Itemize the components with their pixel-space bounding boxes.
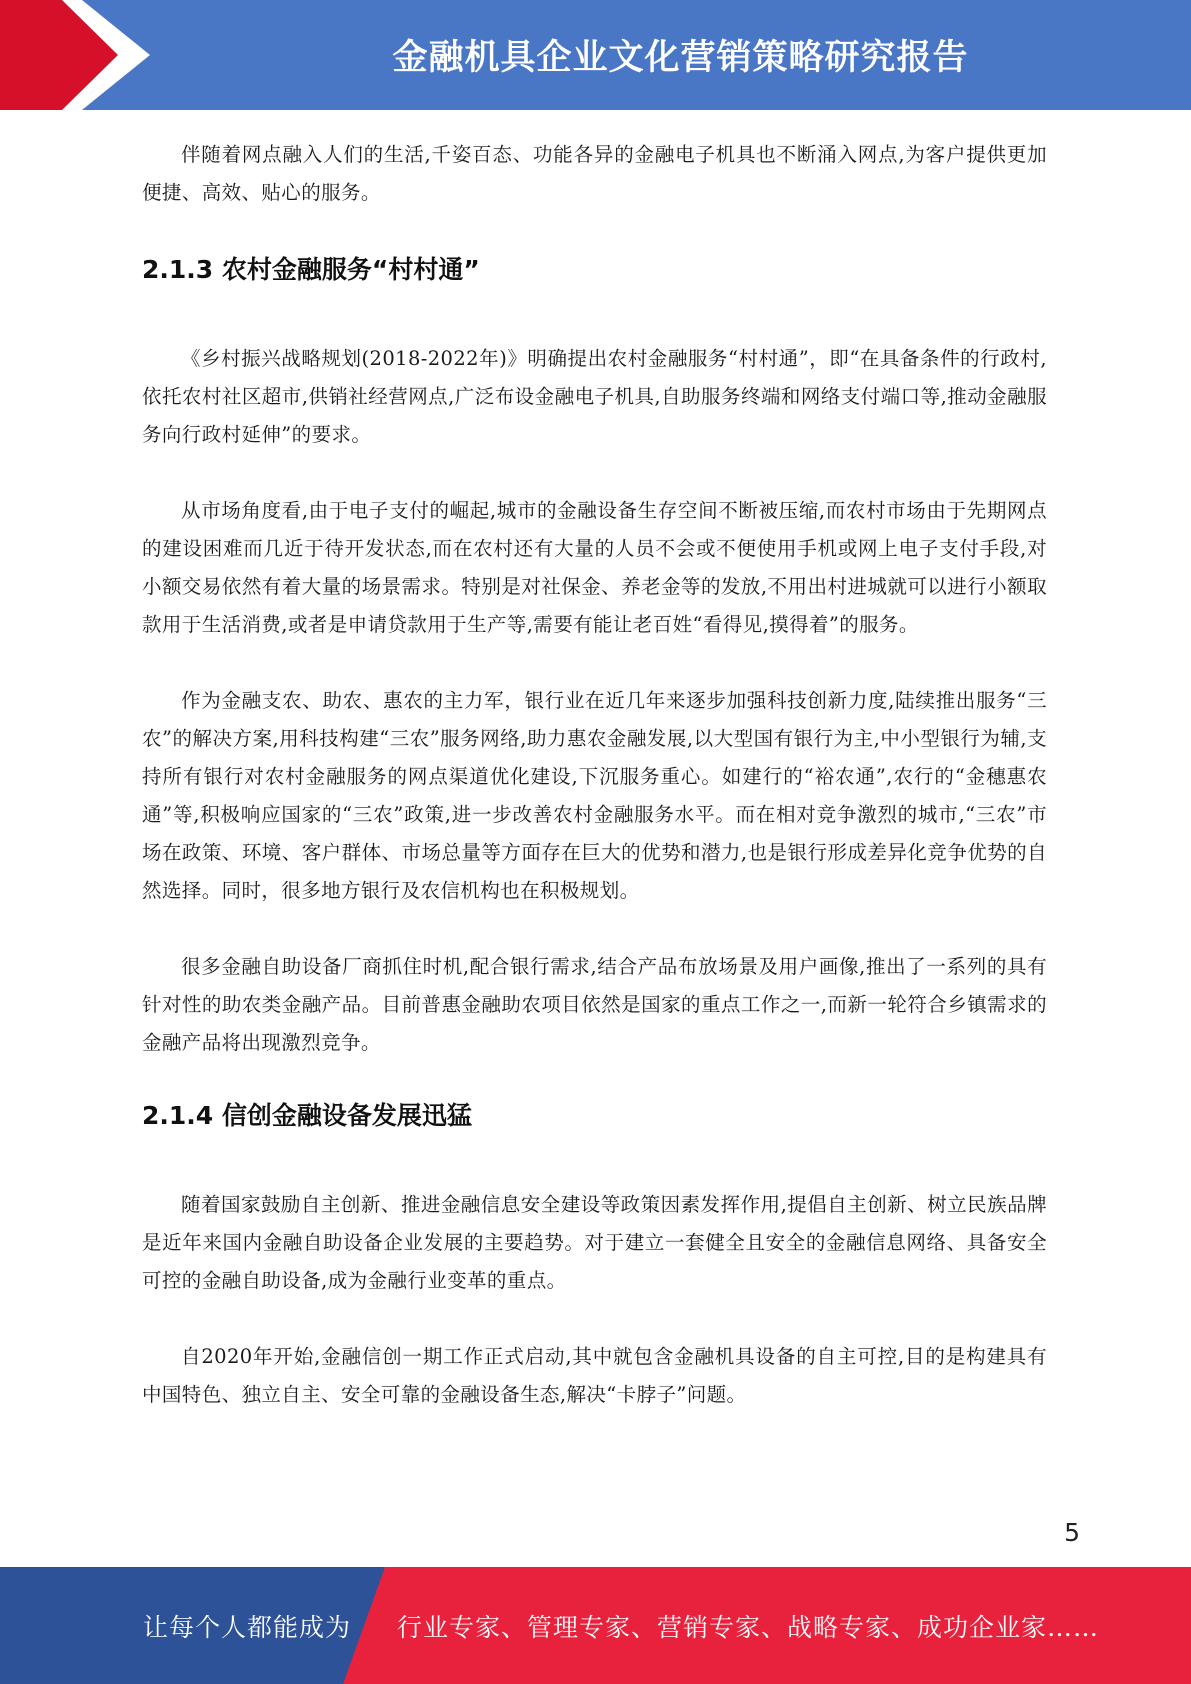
page-footer — [0, 1567, 1191, 1684]
paragraph-innovation: 随着国家鼓励自主创新、推进金融信息安全建设等政策因素发挥作用,提倡自主创新、树立民族品牌是近年来国内金融自助设备企业发展的主要趋势。对于建立一套健全且安全的金融信息网络、具备安全可控的金融自助设备,成为金融行业变革的重点。 — [142, 1193, 1047, 1292]
paragraph-rural-plan: 《乡村振兴战略规划(2018-2022年)》明确提出农村金融服务“村村通”，即“在具备条件的行政村,依托农村社区超市,供销社经营网点,广泛布设金融电子机具,自助服务终端和网络支付端口等,推动金融服务向行政村延伸”的要求。 — [142, 347, 1047, 446]
report-title: 金融机具企业文化营销策略研究报告 — [392, 38, 969, 78]
paragraph-xinchuang: 自2020年开始,金融信创一期工作正式启动,其中就包含金融机具设备的自主可控,目的是构建具有中国特色、独立自主、安全可靠的金融设备生态,解决“卡脖子”问题。 — [142, 1345, 1047, 1406]
page-header — [0, 0, 1191, 110]
paragraph-vendors: 很多金融自助设备厂商抓住时机,配合银行需求,结合产品布放场景及用户画像,推出了一系列的具有针对性的助农类金融产品。目前普惠金融助农项目依然是国家的重点工作之一,而新一轮符合乡镇需求的金融产品将出现激烈竞争。 — [142, 955, 1047, 1054]
paragraph-intro: 伴随着网点融入人们的生活,千姿百态、功能各异的金融电子机具也不断涌入网点,为客户提供更加便捷、高效、贴心的服务。 — [142, 143, 1047, 204]
paragraph-market-angle: 从市场角度看,由于电子支付的崛起,城市的金融设备生存空间不断被压缩,而农村市场由于先期网点的建设困难而几近于待开发状态,而在农村还有大量的人员不会或不便使用手机或网上电子支付手段,对小额交易依然有着大量的场景需求。特别是对社保金、养老金等的发放,不用出村进城就可以进行小额取款用于生活消费,或者是申请贷款用于生产等,需要有能让老百姓“看得见,摸得着”的服务。 — [142, 499, 1047, 636]
section-heading-2-1-3: 2.1.3 农村金融服务“村村通” — [142, 255, 480, 284]
page-body — [142, 128, 1047, 1414]
red-chevron-decoration — [0, 0, 150, 110]
section-heading-2-1-4: 2.1.4 信创金融设备发展迅猛 — [142, 1101, 472, 1130]
paragraph-banking-agriculture: 作为金融支农、助农、惠农的主力军，银行业在近几年来逐步加强科技创新力度,陆续推出服务“三农”的解决方案,用科技构建“三农”服务网络,助力惠农金融发展,以大型国有银行为主,中小型银行为辅,支持所有银行对农村金融服务的网点渠道优化建设,下沉服务重心。如建行的“裕农通”,农行的“金穗惠农通”等,积极响应国家的“三农”政策,进一步改善农村金融服务水平。而在相对竞争激烈的城市,“三农”市场在政策、环境、客户群体、市场总量等方面存在巨大的优势和潜力,也是银行形成差异化竞争优势的自然选择。同时，很多地方银行及农信机构也在积极规划。 — [142, 689, 1047, 902]
footer-slogan-left: 让每个人都能成为 — [143, 1612, 352, 1642]
page-number: 5 — [1064, 1518, 1080, 1547]
footer-slogan-right: 行业专家、管理专家、营销专家、战略专家、成功企业家…… — [397, 1612, 1100, 1642]
